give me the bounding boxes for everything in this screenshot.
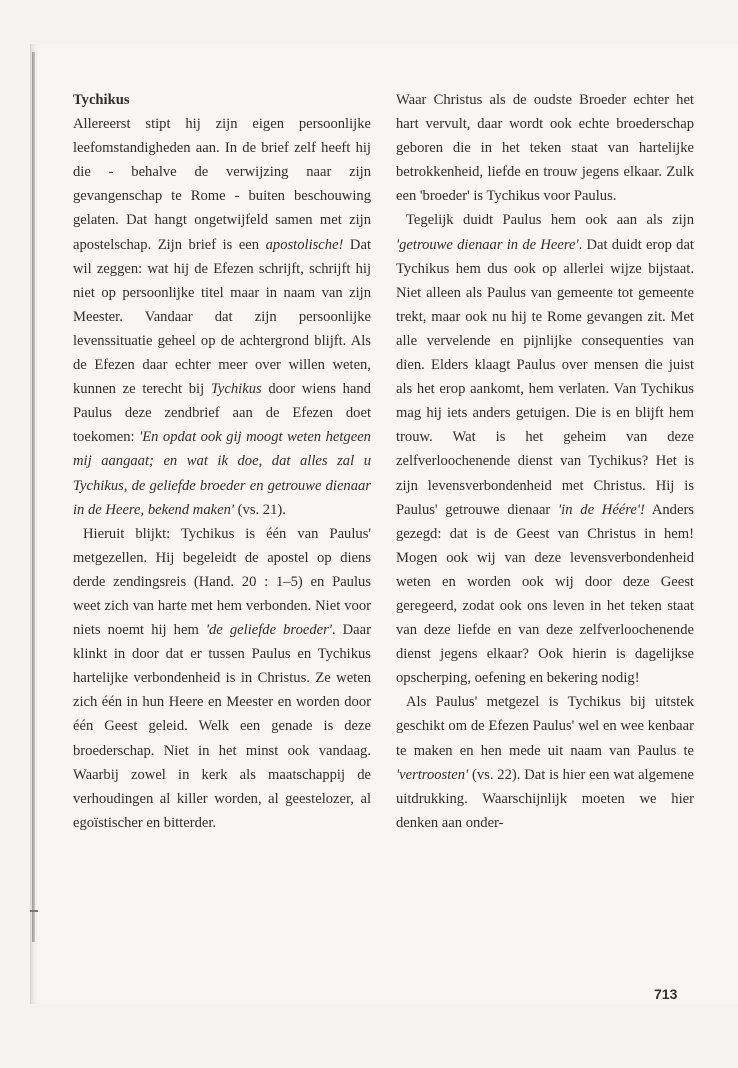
left-paragraph-2 — [73, 522, 371, 835]
page-number: 713 — [654, 986, 678, 1002]
text-run: Anders gezegd: dat is de Geest van Christus in hem! Mogen ook wij van deze levensverbondenheid weten en worden ook wij door deze Geest geregeerd, zodat ook ons leven in het teken staat van deze liefde en van deze zelfverloochenende dienst jegens elkaar? Ook hierin is dagelijkse opscherping, oefening en bekering nodig! — [396, 501, 694, 687]
emphasis-in-de-heere: 'in de Héére'! — [558, 501, 645, 518]
text-run: . Daar klinkt in door dat er tussen Paulus en Tychikus hartelijke verbondenheid is in Christus. Ze weten zich één in hun Heere en Meester en worden door één Geest geleid. Welk een genade is deze broederschap. Niet in het minst ook vandaag. Waarbij zowel in kerk als maatschappij de verhoudingen al killer worden, al geestelozer, al egoïstischer en bitterder. — [73, 622, 372, 831]
text-run: (vs. 21). — [234, 501, 286, 518]
text-run: Allereerst stipt hij zijn eigen persoonlijke leefomstandigheden aan. In de brief zelf heeft hij die - behalve de verwijzing naar zijn gevangenschap te Rome - buiten beschouwing gelaten. Dat hangt ongetwijfeld samen met zijn apostelschap. Zijn brief is een — [73, 116, 371, 253]
text-run: Hieruit blijkt: Tychikus is één van Paulus' metgezellen. Hij begeleidt de apostel op diens derde zendingsreis (Hand. 20 : 1–5) en Paulus weet zich van harte met hem verbonden. Niet voor niets noemt hij hem — [73, 525, 371, 639]
left-paragraph-1 — [73, 112, 371, 522]
emphasis-getrouwe-dienaar: 'getrouwe dienaar in de Heere' — [396, 236, 579, 253]
book-spine-line — [32, 52, 35, 942]
text-run: Als Paulus' metgezel is Tychikus bij uitstek geschikt om de Efezen Paulus' wel en wee kenbaar te maken en hen mede uit naam van Paulus te — [396, 694, 694, 759]
right-paragraph-3 — [396, 690, 694, 835]
emphasis-geliefde-broeder: 'de geliefde broeder' — [205, 622, 332, 639]
text-run: . Dat duidt erop dat Tychikus hem dus ook op allerlei wijze bijstaat. Niet alleen als Paulus van gemeente tot gemeente trekt, maar ook nu hij te Rome gevangen zit. Met alle vervelende en pijnlijke consequenties van dien. Elders klaagt Paulus over mensen die juist als het erop aankomt, hem verlaten. Van Tychikus mag hij iets anders getuigen. Die is en blijft hem trouw. Wat is het geheim van deze zelfverloochenende dienst van Tychikus? Het is zijn levensverbondenheid met Christus. Hij is Paulus' getrouwe dienaar — [396, 236, 694, 518]
emphasis-tychikus: Tychikus — [210, 381, 262, 398]
left-column — [73, 88, 371, 835]
right-paragraph-2 — [396, 208, 694, 690]
text-run: (vs. 22). Dat is hier een wat algemene uitdrukking. Waarschijnlijk moeten we hier denken aan onder- — [396, 766, 694, 831]
text-run: Dat wil zeggen: wat hij de Efezen schrijft, schrijft hij niet op persoonlijke titel maar in naam van zijn Meester. Vandaar dat zijn persoonlijke levenssituatie geheel op de achtergrond blijft. Als de Efezen daar echter meer over willen weten, kunnen ze terecht bij — [73, 236, 371, 398]
spine-tick-mark — [30, 910, 38, 912]
section-heading: Tychikus — [73, 92, 130, 108]
text-run: door wiens hand Paulus deze zendbrief aan de Efezen doet toekomen: — [73, 381, 371, 446]
emphasis-apostolische: apostolische! — [265, 236, 344, 253]
scripture-quote: 'En opdat ook gij moogt weten hetgeen mij aangaat; en wat ik doe, dat alles zal u Tychikus, de geliefde broeder en getrouwe dienaar in de Heere, bekend maken' — [73, 429, 371, 518]
text-run: Tegelijk duidt Paulus hem ook aan als zijn — [406, 212, 694, 229]
emphasis-vertroosten: 'vertroosten' — [396, 766, 469, 783]
right-paragraph-1: Waar Christus als de oudste Broeder echter het hart vervult, daar wordt ook echte broederschap geboren die in het teken staat van hartelijke betrokkenheid, liefde en trouw jegens elkaar. Zulk een 'broeder' is Tychikus voor Paulus. — [396, 92, 694, 205]
right-column — [396, 88, 694, 835]
